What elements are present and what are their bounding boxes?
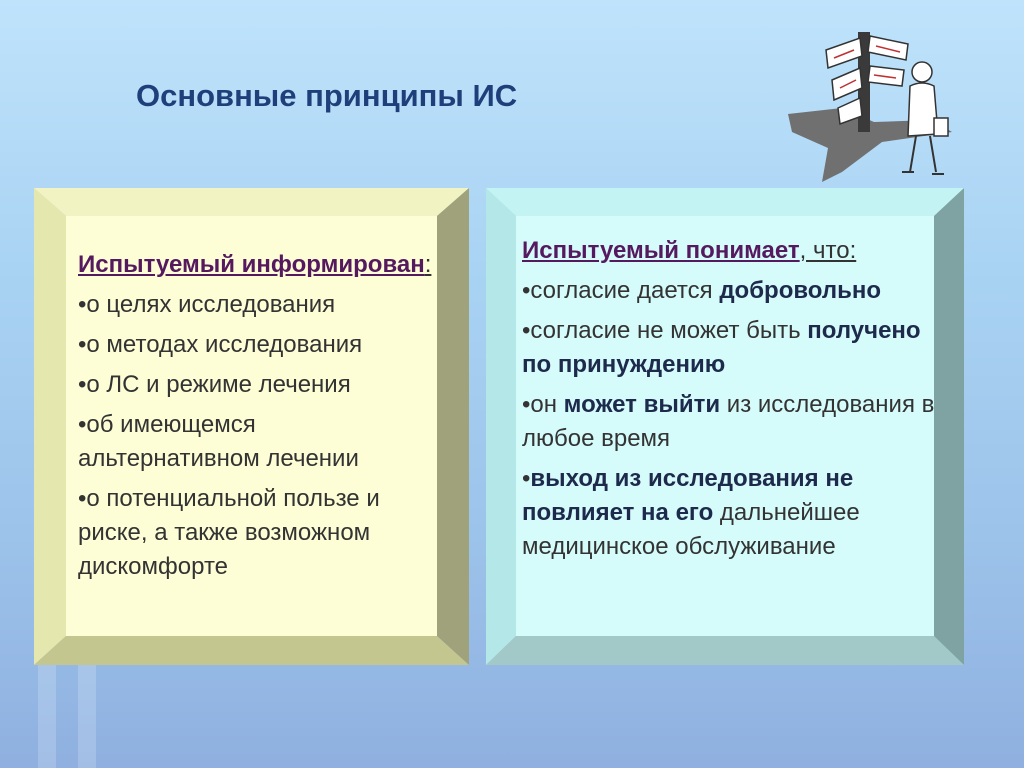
list-item: •об имеющемся альтернативном лечении [78,411,359,472]
informed-panel [34,188,469,665]
person-at-signpost-icon [782,22,962,188]
background-stripe [78,660,96,768]
background-stripe [38,660,56,768]
list-item: •о потенциальной пользе и риске, а также возможном дискомфорте [78,485,380,580]
list-item: •о методах исследования [78,331,363,358]
list-item: •согласие не может быть получено по принуждению [522,317,921,378]
heading-suffix: , что: [799,237,857,264]
list-item: •выход из исследования не повлияет на его дальнейшее медицинское обслуживание [522,465,860,560]
panel-heading [522,234,937,268]
list-item: •о целях исследования [78,291,336,318]
understands-text [522,234,937,564]
slide-title: Основные принципы ИС [136,78,518,113]
list-item: •он может выйти из исследования в любое время [522,391,935,452]
understands-panel [486,188,964,665]
informed-text [78,248,443,584]
heading-informed: Испытуемый информирован [78,251,425,278]
list-item: •о ЛС и режиме лечения [78,371,351,398]
panel-heading [78,248,443,282]
heading-understands: Испытуемый понимает [522,237,800,264]
heading-colon: : [424,251,432,278]
list-item: •согласие дается добровольно [522,277,882,304]
